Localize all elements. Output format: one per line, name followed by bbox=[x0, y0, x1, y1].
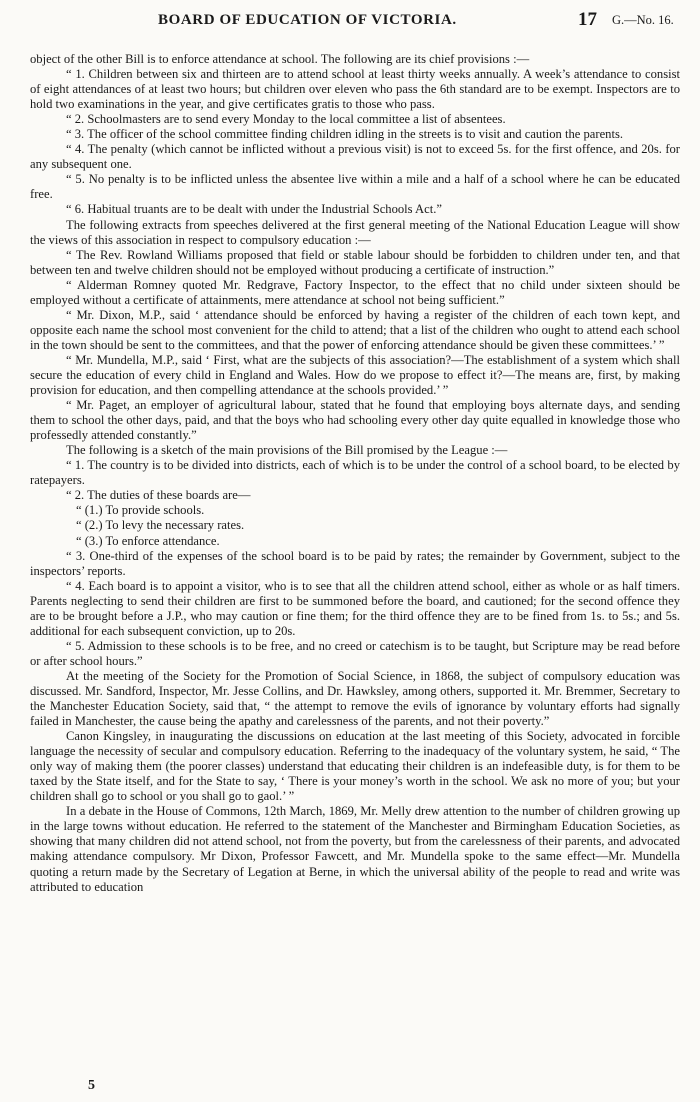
paragraph: object of the other Bill is to enforce attendance at school. The following are its chief provisions :— bbox=[30, 52, 530, 66]
paragraph: “ 1. The country is to be divided into districts, each of which is to be under the control of a school board, to be elected by ratepayers. bbox=[30, 458, 680, 488]
list-item: “ (2.) To levy the necessary rates. bbox=[76, 518, 245, 533]
paragraph: Canon Kingsley, in inaugurating the discussions on education at the last meeting of this Society, advocated in forcible language the necessity of secular and compulsory education. Referring to the inadequacy of the voluntary system, he said, “ The only way of making them (the poorer classes) understand that educating their children is an indefeasible duty, is for them to be taxed by the State itself, and for the State to say, ‘ There is your money’s worth in the school. We ask no more of you; but your children shall go to school or you shall go to gaol.’ ” bbox=[30, 729, 680, 804]
signature-mark: 5 bbox=[88, 1078, 95, 1093]
paragraph: “ Mr. Mundella, M.P., said ‘ First, what are the subjects of this association?—The establishment of a system which shall secure the education of every child in England and Wales. How do we propose to effect it?—The means are, first, by making provision for education, and then compelling attendance at the schools provided.’ ” bbox=[30, 352, 680, 398]
paragraph: “ Alderman Romney quoted Mr. Redgrave, Factory Inspector, to the effect that no child under sixteen should be employed without a certificate of attainments, mere attendance at school not being sufficient.” bbox=[30, 277, 680, 307]
paragraph: “ 3. One-third of the expenses of the school board is to be paid by rates; the remainder by Government, subject to the inspectors’ reports. bbox=[30, 548, 680, 578]
list-item: “ (1.) To provide schools. bbox=[76, 503, 205, 518]
paragraph: The following extracts from speeches delivered at the first general meeting of the National Education League will show the views of this association in respect to compulsory education :— bbox=[30, 217, 680, 247]
paragraph: “ 5. Admission to these schools is to be free, and no creed or catechism is to be taught, but Scripture may be read before or after school hours.” bbox=[30, 638, 680, 668]
document-reference: G.—No. 16. bbox=[612, 13, 674, 27]
paragraph: In a debate in the House of Commons, 12th March, 1869, Mr. Melly drew attention to the number of children growing up in the large towns without education. He referred to the statement of the Manchester and Birmingham Education Societies, as showing that many children did not attend school, not from the poverty, but from the carelessness of their parents, and advocated making attendance compulsory. Mr Dixon, Professor Fawcett, and Mr. Mundella spoke to the same effect—Mr. Mundella quoting a return made by the Secretary of Legation at Berne, in which the universal ability of the people to read and write was attributed to education bbox=[30, 804, 680, 894]
paragraph: “ 2. Schoolmasters are to send every Monday to the local committee a list of absentees. bbox=[66, 112, 506, 127]
paragraph: “ 3. The officer of the school committee finding children idling in the streets is to visit and caution the parents. bbox=[66, 127, 624, 142]
page-number: 17 bbox=[578, 9, 597, 30]
paragraph: “ 4. Each board is to appoint a visitor, who is to see that all the children attend school, either as whole or as half timers. Parents neglecting to send their children are first to be summoned before the board, and cautioned; for the second offence they are to be brought before a J.P., who may caution or fine them; for the third offence they are to be fined from 1s. to 5s.; and 5s. additional for each subsequent conviction, up to 20s. bbox=[30, 578, 680, 638]
paragraph: “ Mr. Dixon, M.P., said ‘ attendance should be enforced by having a register of the children of each town kept, and opposite each name the school most convenient for the child to attend; that a list of the children who ought to attend each school in the town should be sent to the committees, and that the power of enforcing attendance should be given these committees.’ ” bbox=[30, 307, 680, 352]
paragraph: “ 4. The penalty (which cannot be inflicted without a previous visit) is not to exceed 5s. for the first offence, and 20s. for any subsequent one. bbox=[30, 142, 680, 172]
paragraph: The following is a sketch of the main provisions of the Bill promised by the League :— bbox=[66, 443, 508, 458]
running-title: BOARD OF EDUCATION OF VICTORIA. bbox=[158, 12, 457, 28]
body-text bbox=[30, 52, 680, 895]
paragraph: “ 6. Habitual truants are to be dealt with under the Industrial Schools Act.” bbox=[66, 202, 442, 217]
list-item: “ (3.) To enforce attendance. bbox=[76, 533, 220, 548]
paragraph: “ 1. Children between six and thirteen are to attend school at least thirty weeks annually. A week’s attendance to consist of eight attendances of at least two hours; but children over eleven who pass the 6th standard are to be exempt. Inspectors are to hold two examinations in the year, and give certificates gratis to those who pass. bbox=[30, 67, 680, 112]
paragraph: “ Mr. Paget, an employer of agricultural labour, stated that he found that employing boys alternate days, and sending them to school the other days, paid, and that the boys who had schooling every other day quite equalled in knowledge those who professedly attended constantly.” bbox=[30, 398, 680, 443]
paragraph: At the meeting of the Society for the Promotion of Social Science, in 1868, the subject of compulsory education was discussed. Mr. Sandford, Inspector, Mr. Jesse Collins, and Dr. Hawksley, among others, supported it. Mr. Bremmer, Secretary to the Manchester Education Society, said that, “ the attempt to remove the evils of ignorance by voluntary efforts had signally failed in Manchester, the cause being the apathy and carelessness of the parents, and not their poverty.” bbox=[30, 668, 680, 729]
paragraph: “ 5. No penalty is to be inflicted unless the absentee live within a mile and a half of a school where he can be educated free. bbox=[30, 172, 680, 202]
paragraph: “ 2. The duties of these boards are— bbox=[66, 488, 251, 503]
paragraph: “ The Rev. Rowland Williams proposed that field or stable labour should be forbidden to children under ten, and that between ten and twelve children should not be employed without producing a certificate of instruction.” bbox=[30, 247, 680, 277]
page-header bbox=[0, 0, 700, 40]
